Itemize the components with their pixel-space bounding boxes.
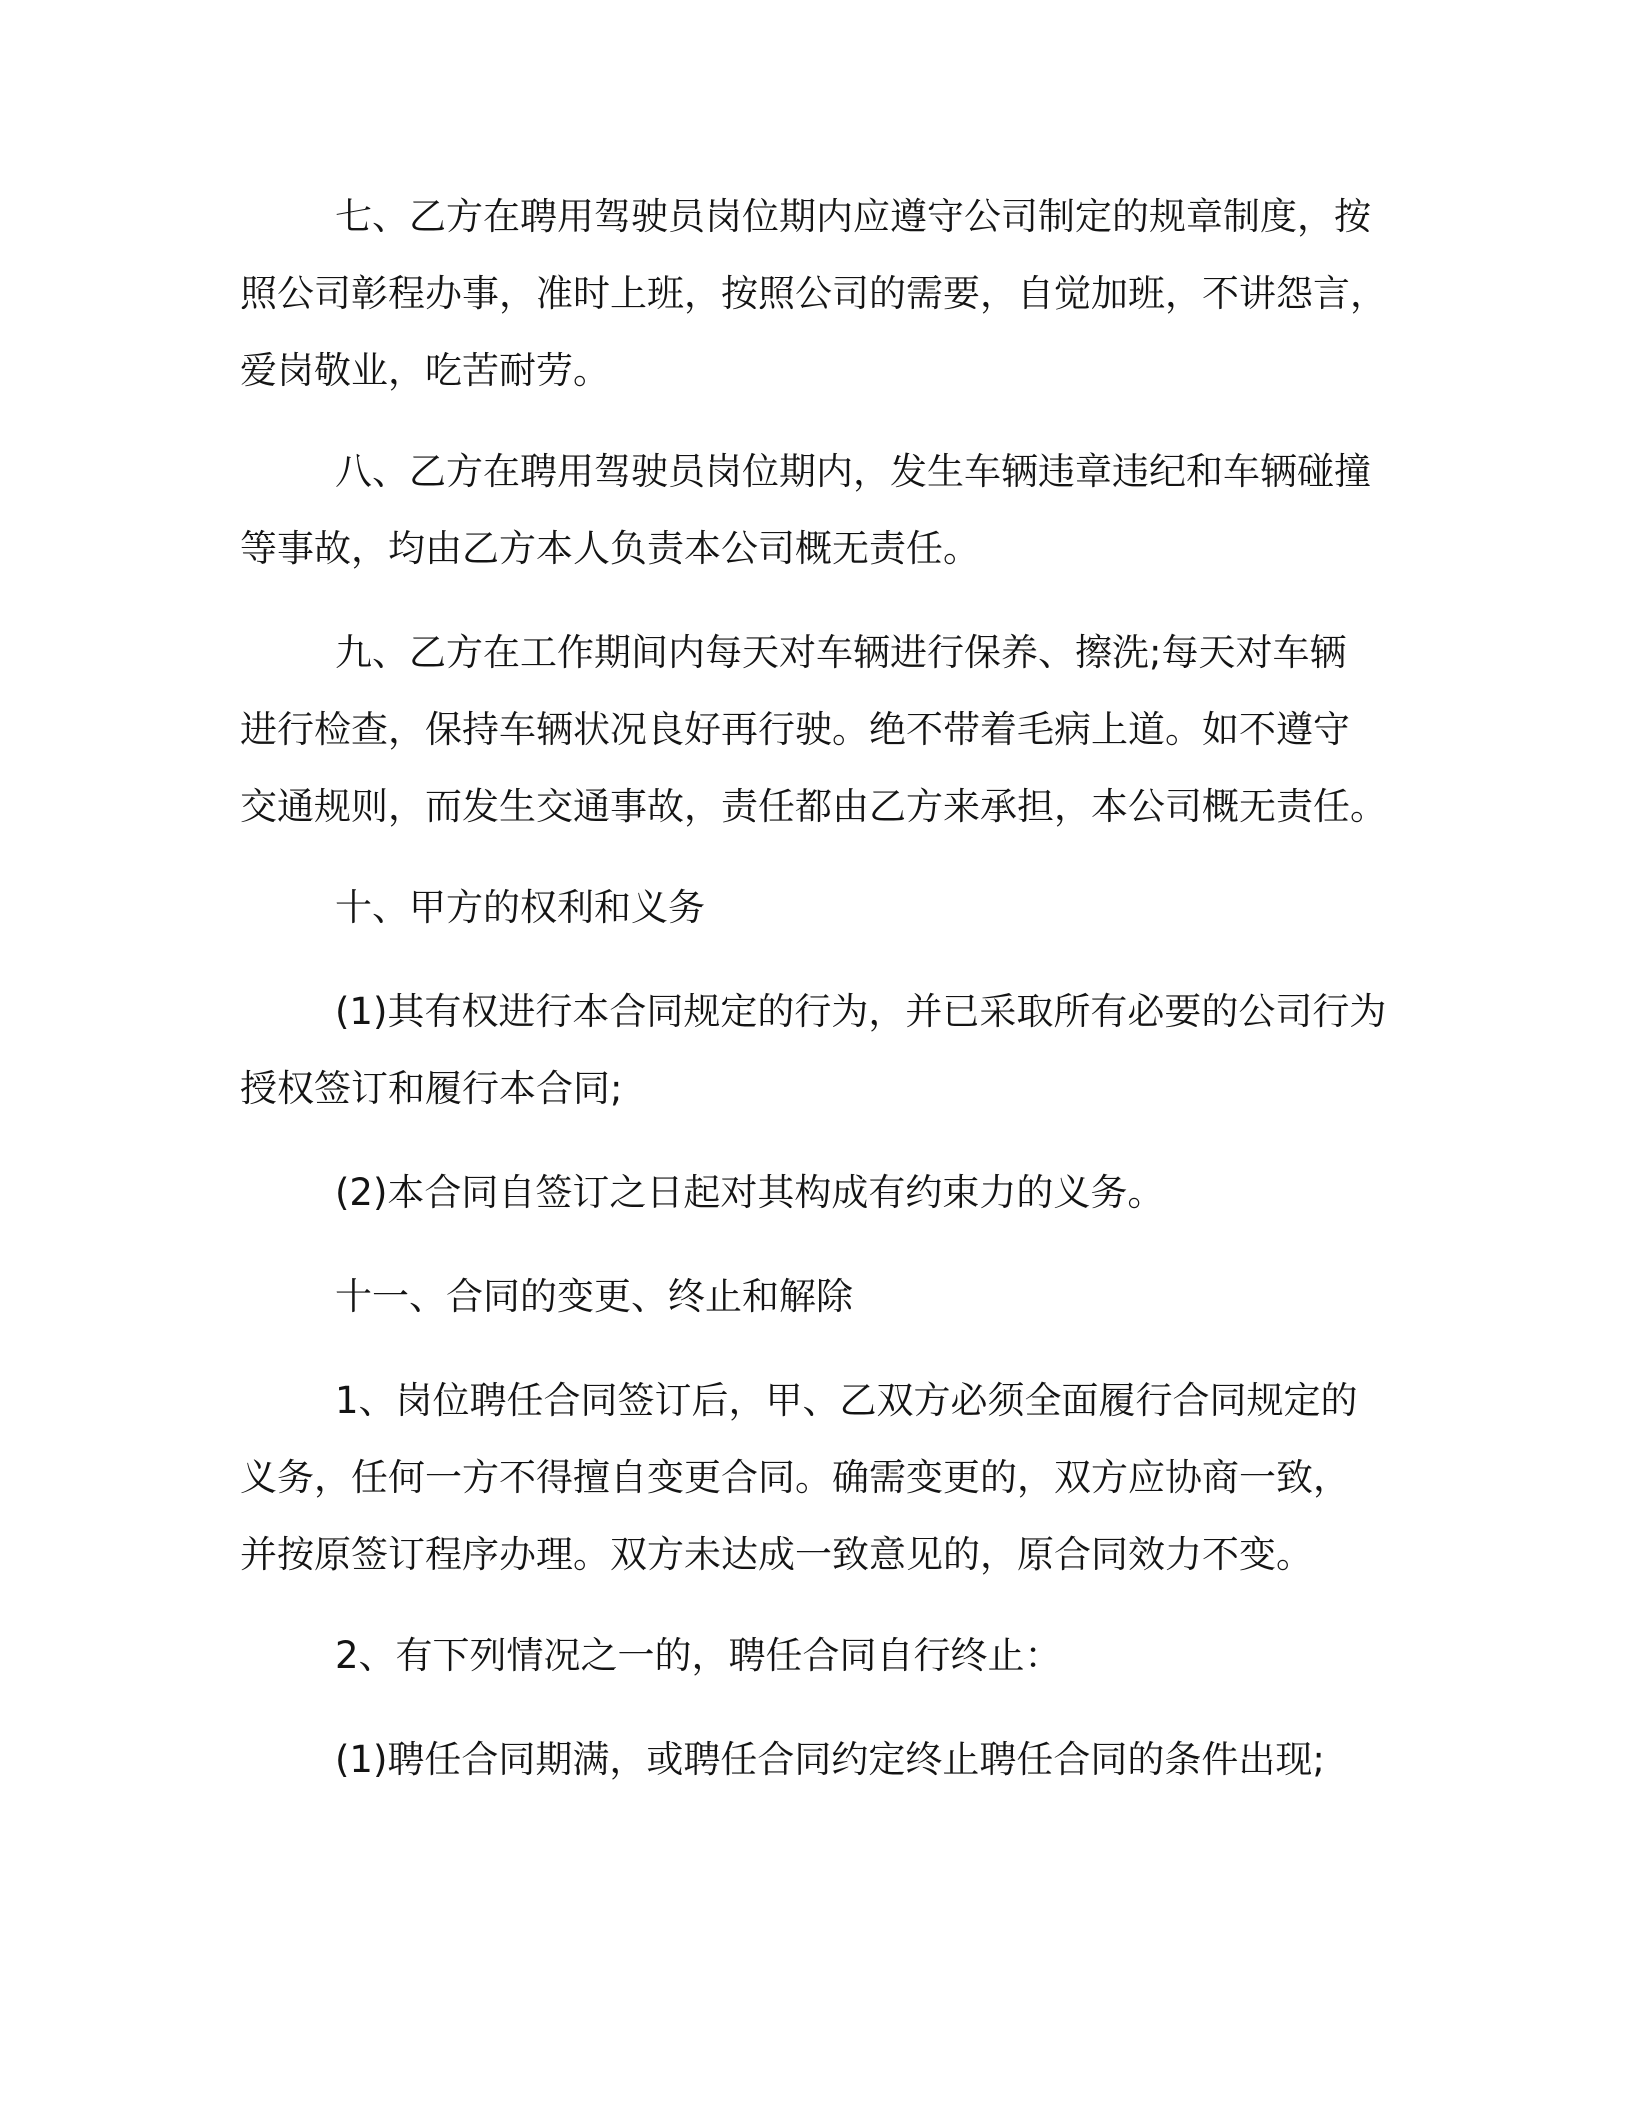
paragraph-clause-10-1 bbox=[240, 973, 1387, 1127]
text-line: 1、岗位聘任合同签订后，甲、乙双方必须全面履行合同规定的 bbox=[335, 1379, 1358, 1422]
paragraph-clause-11-2-1 bbox=[240, 1721, 1380, 1798]
text-line: 等事故，均由乙方本人负责本公司概无责任。 bbox=[240, 527, 980, 570]
heading-clause-10 bbox=[240, 869, 1380, 946]
paragraph-clause-10-2 bbox=[240, 1154, 1380, 1231]
text-line: 八、乙方在聘用驾驶员岗位期内，发生车辆违章违纪和车辆碰撞 bbox=[335, 450, 1371, 493]
text-line: 义务，任何一方不得擅自变更合同。确需变更的，双方应协商一致， bbox=[240, 1456, 1350, 1499]
text-line: 照公司彰程办事，准时上班，按照公司的需要，自觉加班，不讲怨言， bbox=[240, 272, 1387, 315]
paragraph-clause-8 bbox=[240, 433, 1380, 587]
text-line: 九、乙方在工作期间内每天对车辆进行保养、擦洗;每天对车辆 bbox=[335, 631, 1347, 674]
text-line: 进行检查，保持车辆状况良好再行驶。绝不带着毛病上道。如不遵守 bbox=[240, 708, 1350, 751]
paragraph-clause-7 bbox=[240, 178, 1387, 409]
paragraph-clause-9 bbox=[240, 614, 1387, 845]
text-line: 爱岗敬业，吃苦耐劳。 bbox=[240, 349, 610, 392]
paragraph-clause-11-1 bbox=[240, 1362, 1380, 1593]
section-heading: 十一、合同的变更、终止和解除 bbox=[335, 1275, 853, 1318]
text-line: 授权签订和履行本合同; bbox=[240, 1067, 623, 1110]
paragraph-clause-11-2 bbox=[240, 1617, 1380, 1694]
heading-clause-11 bbox=[240, 1258, 1380, 1335]
text-line: (1)其有权进行本合同规定的行为，并已采取所有必要的公司行为 bbox=[335, 990, 1387, 1033]
text-line: (1)聘任合同期满，或聘任合同约定终止聘任合同的条件出现; bbox=[335, 1738, 1325, 1781]
text-line: 并按原签订程序办理。双方未达成一致意见的，原合同效力不变。 bbox=[240, 1533, 1313, 1576]
text-line: 2、有下列情况之一的，聘任合同自行终止： bbox=[335, 1634, 1062, 1677]
text-line: 七、乙方在聘用驾驶员岗位期内应遵守公司制定的规章制度，按 bbox=[335, 195, 1371, 238]
section-heading: 十、甲方的权利和义务 bbox=[335, 886, 705, 929]
text-line: 交通规则，而发生交通事故，责任都由乙方来承担，本公司概无责任。 bbox=[240, 785, 1387, 828]
text-line: (2)本合同自签订之日起对其构成有约束力的义务。 bbox=[335, 1171, 1165, 1214]
